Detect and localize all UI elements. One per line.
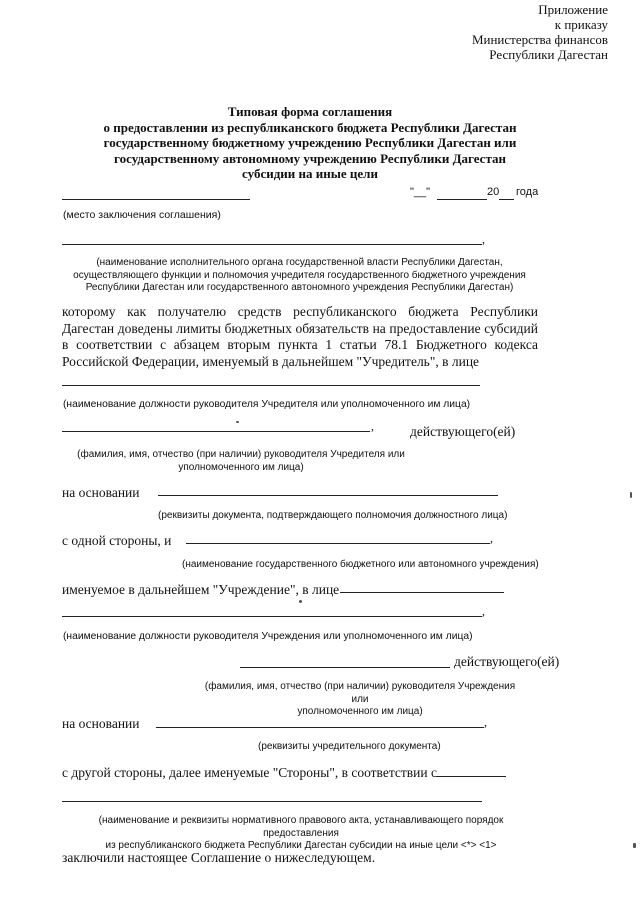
institution-fio-caption-line: (фамилия, имя, отчество (при наличии) руководителя Учреждения или (204, 681, 516, 705)
legal-act-line-short (436, 776, 506, 777)
on-basis-label: на основании (62, 485, 140, 500)
comma: , (371, 419, 374, 433)
document-title (60, 104, 560, 182)
founder-paragraph: которому как получателю средств республиканского бюджета Республики Дагестан доведены лимиты бюджетных обязательств на предоставление субсидий в соответствии с абзацем вторым пункта 1 статьи 78.1 Бюджетного кодекса Российской Федерации, именуемый в дальнейшем "Учредитель", в лице (62, 304, 538, 369)
comma: , (484, 715, 487, 729)
appendix-line: Министерства финансов (471, 32, 608, 47)
other-side-label: с другой стороны, далее именуемые "Стороны", в соответствии с (62, 765, 437, 780)
charter-caption: (реквизиты учредительного документа) (258, 741, 441, 752)
founder-document-line (158, 495, 498, 496)
institution-acting-label: действующего(ей) (454, 654, 560, 669)
founder-fio-caption-line: (фамилия, имя, отчество (при наличии) руководителя Учредителя или (77, 449, 405, 460)
founder-fio-caption (72, 449, 410, 474)
date-month-blank (437, 199, 487, 200)
appendix-line: Республики Дагестан (489, 47, 608, 62)
charter-line (156, 727, 484, 728)
date-year-prefix: 20 (487, 186, 500, 198)
scan-speck (236, 421, 239, 423)
legal-act-caption-line: (наименование и реквизиты нормативного правового акта, устанавливающего порядок предоставления (98, 815, 504, 839)
title-line: субсидии на иные цели (242, 166, 378, 181)
date-field (410, 186, 430, 199)
founder-fio-line (62, 431, 370, 432)
legal-act-line (62, 801, 482, 802)
institution-fio-caption-line: уполномоченного им лица) (297, 706, 423, 717)
title-line: государственному автономному учреждению Республики Дагестан (114, 150, 506, 166)
institution-position-caption: (наименование должности руководителя Учреждения или уполномоченного им лица) (63, 631, 473, 642)
title-line: государственному бюджетному учреждению Республики Дагестан или (103, 135, 517, 150)
comma: , (482, 232, 485, 246)
title-line: Типовая форма соглашения (227, 104, 393, 119)
institution-name-line (186, 543, 490, 544)
founder-acting-label: действующего(ей) (410, 424, 516, 439)
appendix-header (472, 2, 608, 62)
scan-speck (633, 843, 636, 848)
comma: , (482, 604, 485, 618)
authority-caption-line: осуществляющего функции и полномочия учредителя государственного бюджетного учреждения (73, 269, 526, 281)
date-year-suffix: года (516, 186, 539, 198)
date-day: "__" (410, 186, 431, 198)
founder-fio-caption-line: уполномоченного им лица) (178, 461, 304, 473)
authority-blank-line (62, 244, 482, 245)
legal-act-caption (62, 815, 540, 853)
institution-name-caption: (наименование государственного бюджетного или автономного учреждения) (182, 559, 539, 570)
appendix-line: к приказу (554, 17, 608, 32)
scan-speck (630, 492, 632, 498)
title-line: о предоставлении из республиканского бюджета Республики Дагестан (103, 119, 517, 135)
comma: , (490, 531, 493, 545)
named-institution-label: именуемое в дальнейшем "Учреждение", в лице (62, 582, 340, 597)
founder-position-caption: (наименование должности руководителя Учредителя или уполномоченного им лица) (63, 399, 471, 410)
institution-fio-caption (195, 681, 525, 719)
date-year (487, 186, 499, 199)
place-blank-line (62, 199, 250, 200)
concluded-text: заключили настоящее Соглашение о нижеследующем. (62, 850, 376, 865)
institution-position-line (62, 616, 482, 617)
appendix-line: Приложение (538, 2, 608, 17)
founder-document-caption: (реквизиты документа, подтверждающего полномочия должностного лица) (158, 510, 508, 521)
place-caption: (место заключения соглашения) (63, 209, 221, 221)
authority-caption-line: (наименование исполнительного органа государственной власти Республики Дагестан, (96, 257, 503, 268)
institution-fio-line (240, 667, 450, 668)
on-basis-label-2: на основании (62, 716, 140, 731)
scan-speck (299, 600, 302, 603)
authority-caption-line: Республики Дагестан или государственного автономного учреждения Республики Дагестан) (85, 282, 514, 293)
founder-position-line (62, 385, 480, 386)
date-year-blank (499, 199, 514, 200)
one-side-label: с одной стороны, и (62, 533, 172, 548)
institution-rep-line (340, 592, 504, 593)
legal-act-caption-line: из республиканского бюджета Республики Дагестан субсидии на иные цели <*> <1> (105, 840, 497, 851)
authority-caption (62, 257, 537, 295)
